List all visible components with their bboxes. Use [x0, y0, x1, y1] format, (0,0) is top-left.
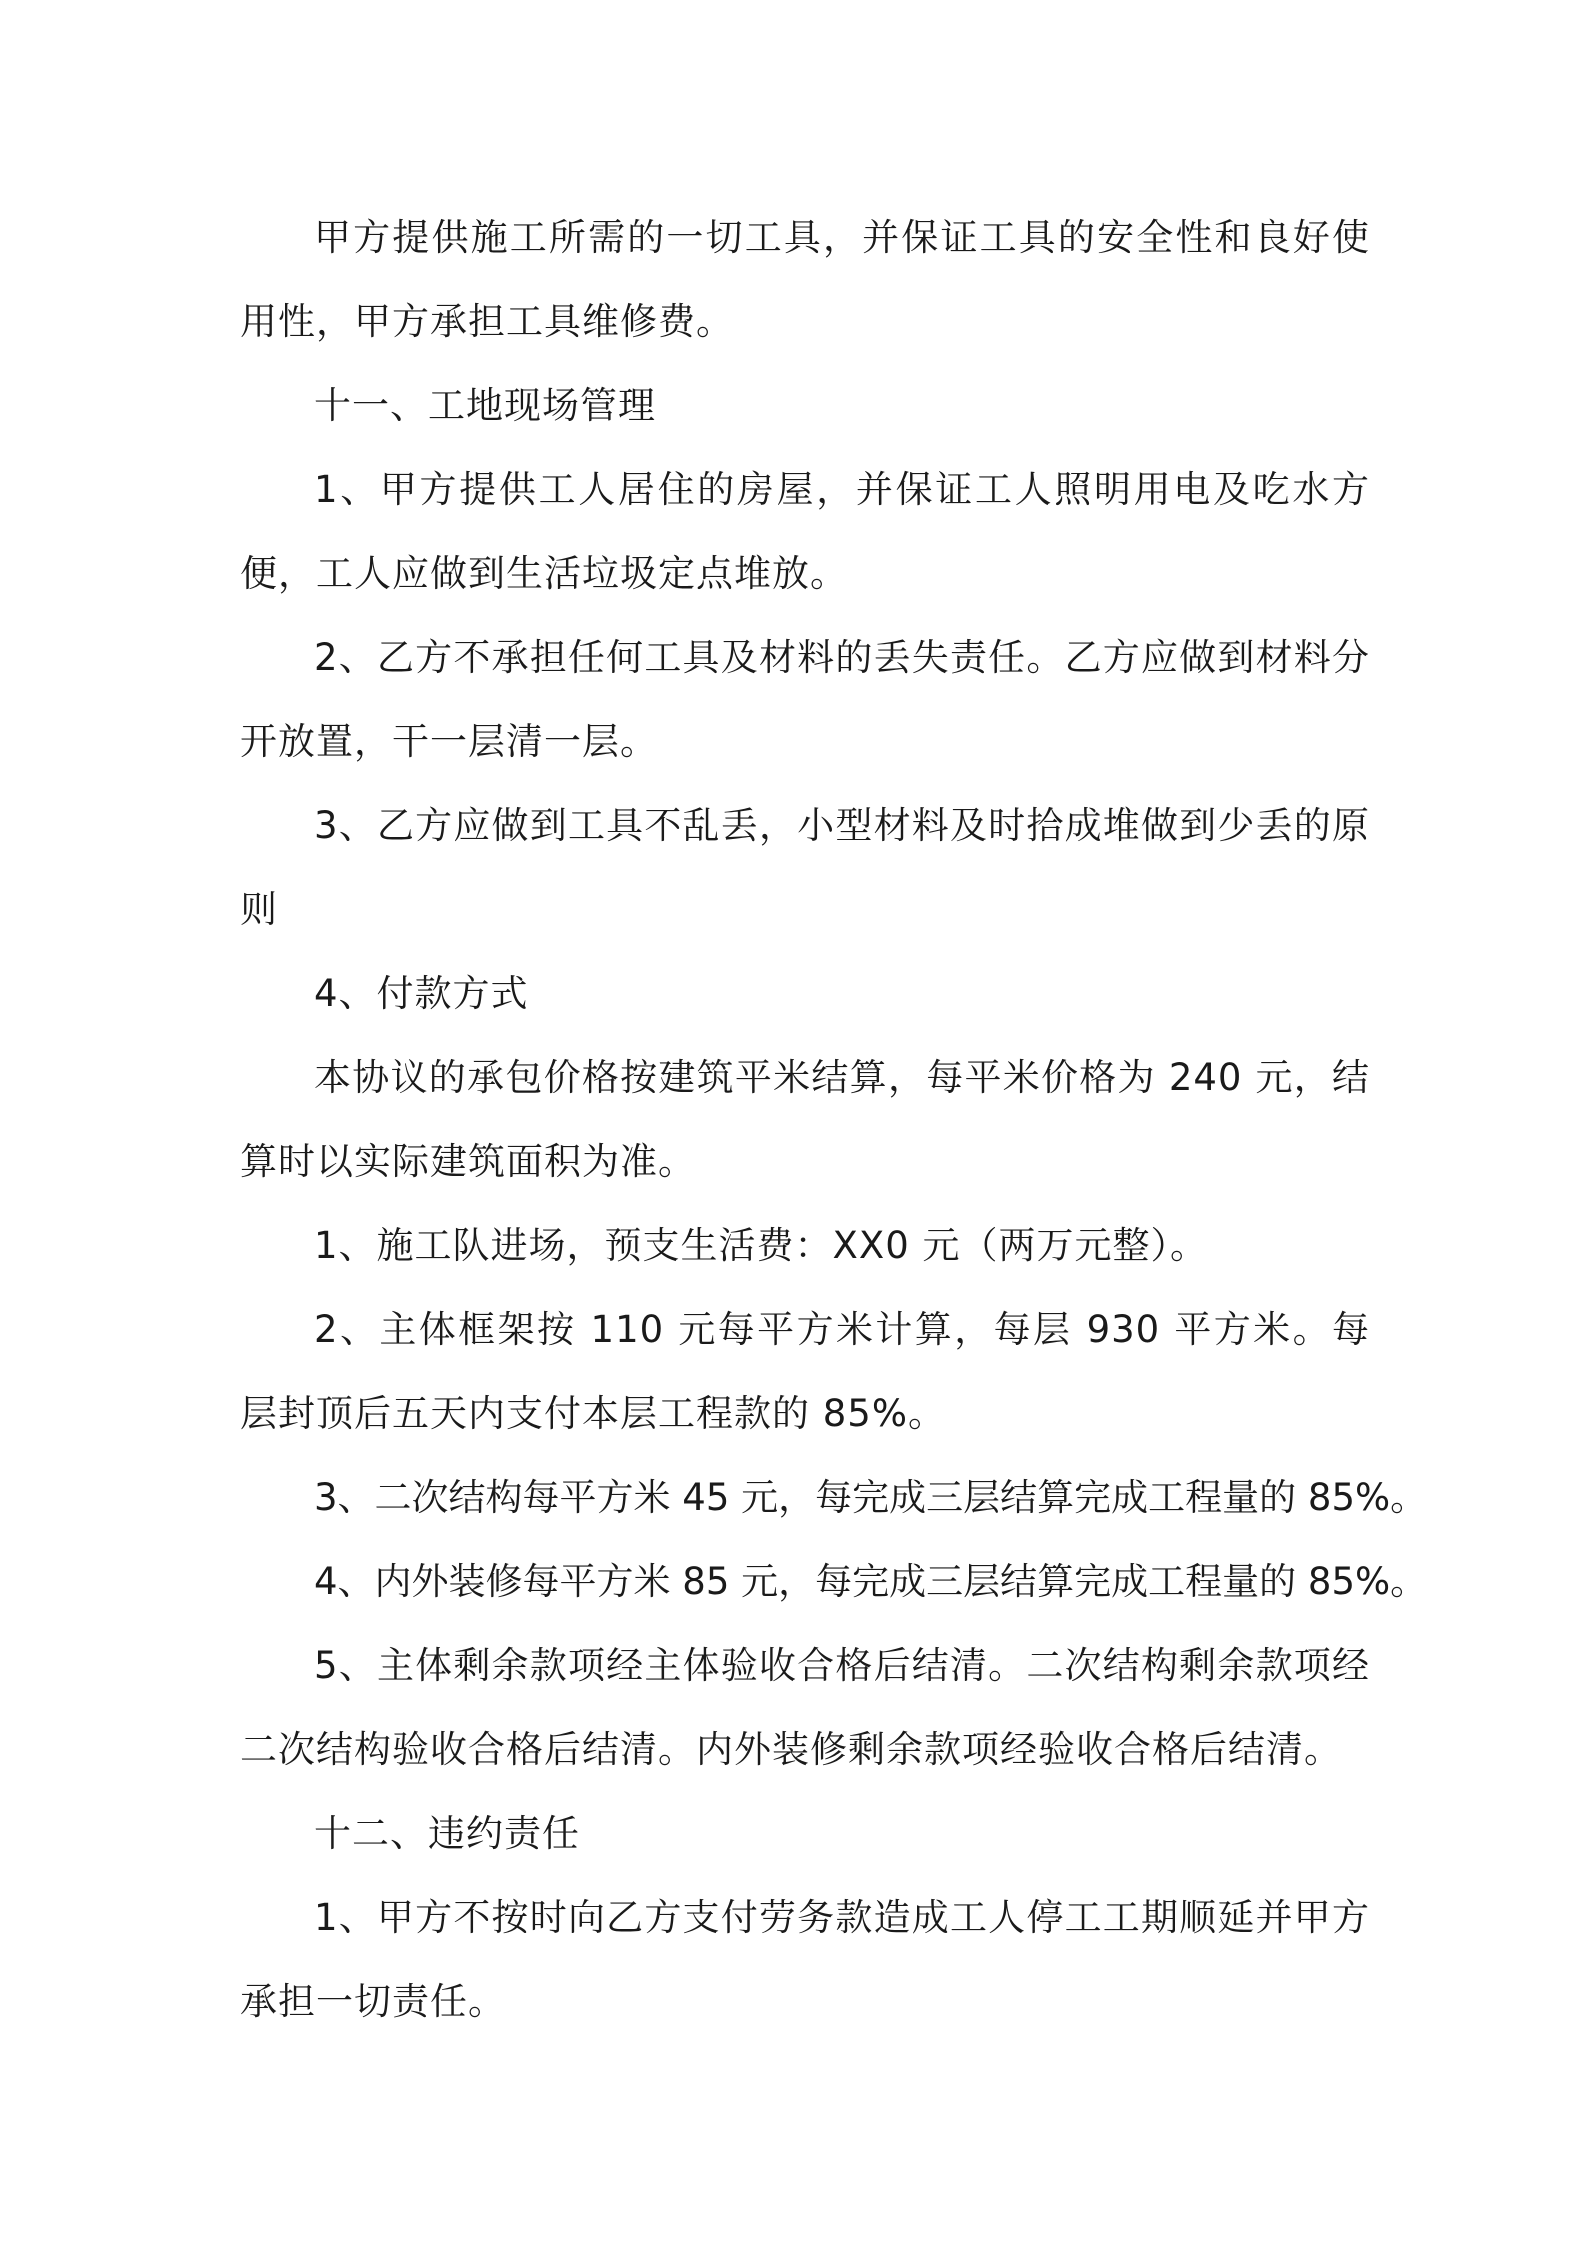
paragraph-tools: 甲方提供施工所需的一切工具，并保证工具的安全性和良好使用性，甲方承担工具维修费。: [240, 216, 1370, 343]
paragraph-contract-price: 本协议的承包价格按建筑平米结算，每平米价格为 240 元，结算时以实际建筑面积为准。: [240, 1056, 1370, 1183]
paragraph-decoration: 4、内外装修每平方米 85 元，每完成三层结算完成工程量的 85%。: [314, 1560, 1428, 1603]
paragraph-tool-principle: 3、乙方应做到工具不乱丢，小型材料及时拾成堆做到少丢的原则: [240, 804, 1370, 931]
section-heading-payment-method: 4、付款方式: [314, 972, 529, 1015]
paragraph-advance-payment: 1、施工队进场，预支生活费：XX0 元（两万元整）。: [314, 1224, 1209, 1267]
paragraph-remaining-balance: 5、主体剩余款项经主体验收合格后结清。二次结构剩余款项经二次结构验收合格后结清。内外装修剩余款项经验收合格后结清。: [240, 1644, 1370, 1771]
section-heading-site-management: 十一、工地现场管理: [314, 384, 656, 427]
section-heading-breach-liability: 十二、违约责任: [314, 1812, 580, 1855]
paragraph-party-a-liability: 1、甲方不按时向乙方支付劳务款造成工人停工工期顺延并甲方承担一切责任。: [240, 1896, 1370, 2023]
paragraph-housing: 1、甲方提供工人居住的房屋，并保证工人照明用电及吃水方便，工人应做到生活垃圾定点堆放。: [240, 468, 1370, 595]
paragraph-main-frame: 2、主体框架按 110 元每平方米计算，每层 930 平方米。每层封顶后五天内支付本层工程款的 85%。: [240, 1308, 1370, 1435]
paragraph-loss-responsibility: 2、乙方不承担任何工具及材料的丢失责任。乙方应做到材料分开放置，干一层清一层。: [240, 636, 1370, 763]
paragraph-secondary-structure: 3、二次结构每平方米 45 元，每完成三层结算完成工程量的 85%。: [314, 1476, 1428, 1519]
document-page: [240, 196, 1428, 2044]
